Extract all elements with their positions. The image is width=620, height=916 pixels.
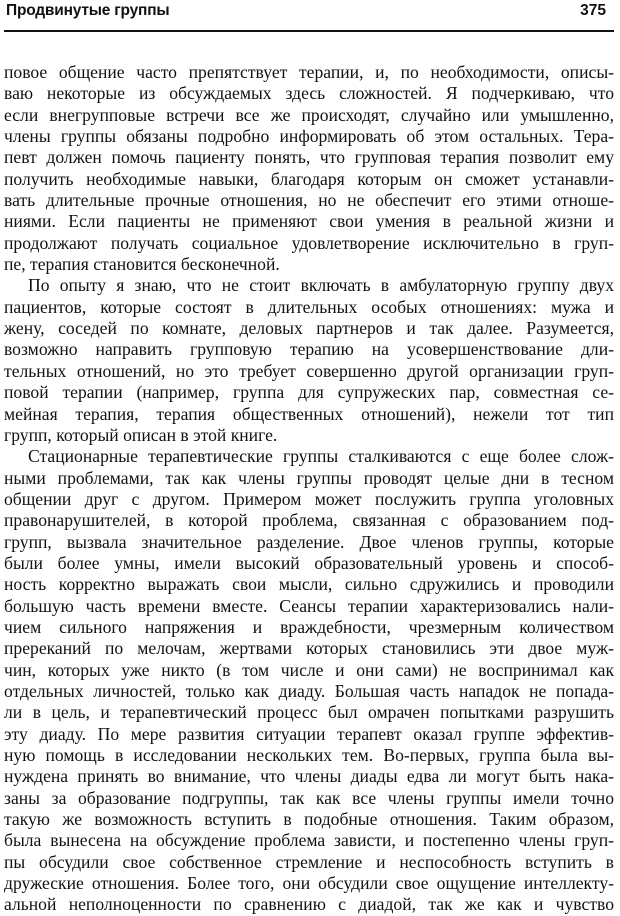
text-line: ли в цель, и терапевтический процесс был омрачен попытками разрушить	[4, 702, 614, 723]
paragraph	[4, 62, 614, 275]
paragraph	[4, 446, 614, 916]
text-line: была вынесена на обсуждение проблема зависти, и постепенно члены груп-	[4, 830, 614, 851]
text-line: дружеские отношения. Более того, они обсудили свое ощущение интеллекту-	[4, 873, 614, 894]
text-line: ность корректно выражать свои мысли, сильно сдружились и проводили	[4, 574, 614, 595]
body-text	[4, 62, 614, 916]
page-number: 375	[580, 2, 606, 19]
text-line: были более умны, имели высокий образовательный уровень и способ-	[4, 552, 614, 573]
text-line: Стационарные терапевтические группы сталкиваются с еще более слож-	[28, 446, 614, 467]
text-line: повое общение часто препятствует терапии, и, по необходимости, описы-	[4, 62, 614, 82]
text-line: пререканий по мелочам, жертвами которых становились эти двое муж-	[4, 638, 614, 659]
text-line: вать длительные прочные отношения, но не обеспечит его этими отноше-	[4, 190, 614, 211]
running-header	[4, 0, 614, 32]
text-line: ваю некоторые из обсуждаемых здесь сложностей. Я подчеркиваю, что	[4, 83, 614, 104]
running-title: Продвинутые группы	[6, 2, 170, 19]
text-line: жену, соседей по комнате, деловых партнеров и так далее. Разумеется,	[4, 318, 614, 339]
text-line: получить необходимые навыки, благодаря которым он сможет устанавли-	[4, 168, 614, 189]
text-line: пе, терапия становится бесконечной.	[4, 254, 280, 275]
text-line: продолжают получать социальное удовлетворение исключительно в груп-	[4, 232, 614, 253]
text-line: члены группы обязаны подробно информировать об этом остальных. Тера-	[4, 126, 614, 147]
text-line: заны за образование подгруппы, так как все члены группы имели точно	[4, 787, 614, 808]
text-line: возможно направить групповую терапию на усовершенствование дли-	[4, 339, 614, 360]
text-line: певт должен помочь пациенту понять, что групповая терапия позволит ему	[4, 147, 614, 168]
text-line: ную помощь в исследовании нескольких тем. Во-первых, группа была вы-	[4, 745, 614, 765]
text-line: ниями. Если пациенты не применяют свои умения в реальной жизни и	[4, 211, 614, 232]
text-line: большую часть времени вместе. Сеансы терапии характеризовались нали-	[4, 595, 614, 616]
text-line: чин, которых уже никто (в том числе и они сами) не воспринимал как	[4, 659, 614, 680]
text-line: отдельных личностей, только как диаду. Большая часть нападок не попада-	[4, 680, 614, 701]
text-line: чием сильного напряжения и враждебности, чрезмерным количеством	[4, 616, 614, 637]
text-line: групп, который описан в этой книге.	[4, 424, 278, 445]
text-line: эту диаду. По мере развития ситуации терапевт оказал группе эффектив-	[4, 723, 614, 744]
text-line: мейная терапия, терапия общественных отношений), нежели тот тип	[4, 403, 614, 424]
text-line: нуждена принять во внимание, что члены диады едва ли могут быть нака-	[4, 766, 614, 787]
text-line: такую же возможность вступить в подобные отношения. Таким образом,	[4, 809, 614, 830]
text-line: групп, вызвала значительное разделение. Двое членов группы, которые	[4, 531, 614, 552]
text-line: По опыту я знаю, что не стоит включать в амбулаторную группу двух	[28, 275, 614, 296]
text-line: повой терапии (например, группа для супружеских пар, совместная се-	[4, 382, 614, 403]
text-line: правонарушителей, в которой проблема, связанная с образованием под-	[4, 510, 614, 531]
paragraph	[4, 275, 614, 446]
text-line: общении друг с другом. Примером может послужить группа уголовных	[4, 488, 614, 509]
text-line: ными проблемами, так как члены группы проводят целые дни в тесном	[4, 467, 614, 488]
text-line: пы обсудили свое собственное стремление и неспособность вступить в	[4, 851, 614, 872]
text-line: альной неполноценности по сравнению с диадой, так же как и чувство	[4, 894, 614, 915]
text-line: тельных отношений, но это требует совершенно другой организации груп-	[4, 360, 614, 381]
text-line: если внегрупповые встречи все же происходят, случайно или умышленно,	[4, 104, 614, 125]
text-line: пациентов, которые состоят в длительных особых отношениях: мужа и	[4, 296, 614, 317]
